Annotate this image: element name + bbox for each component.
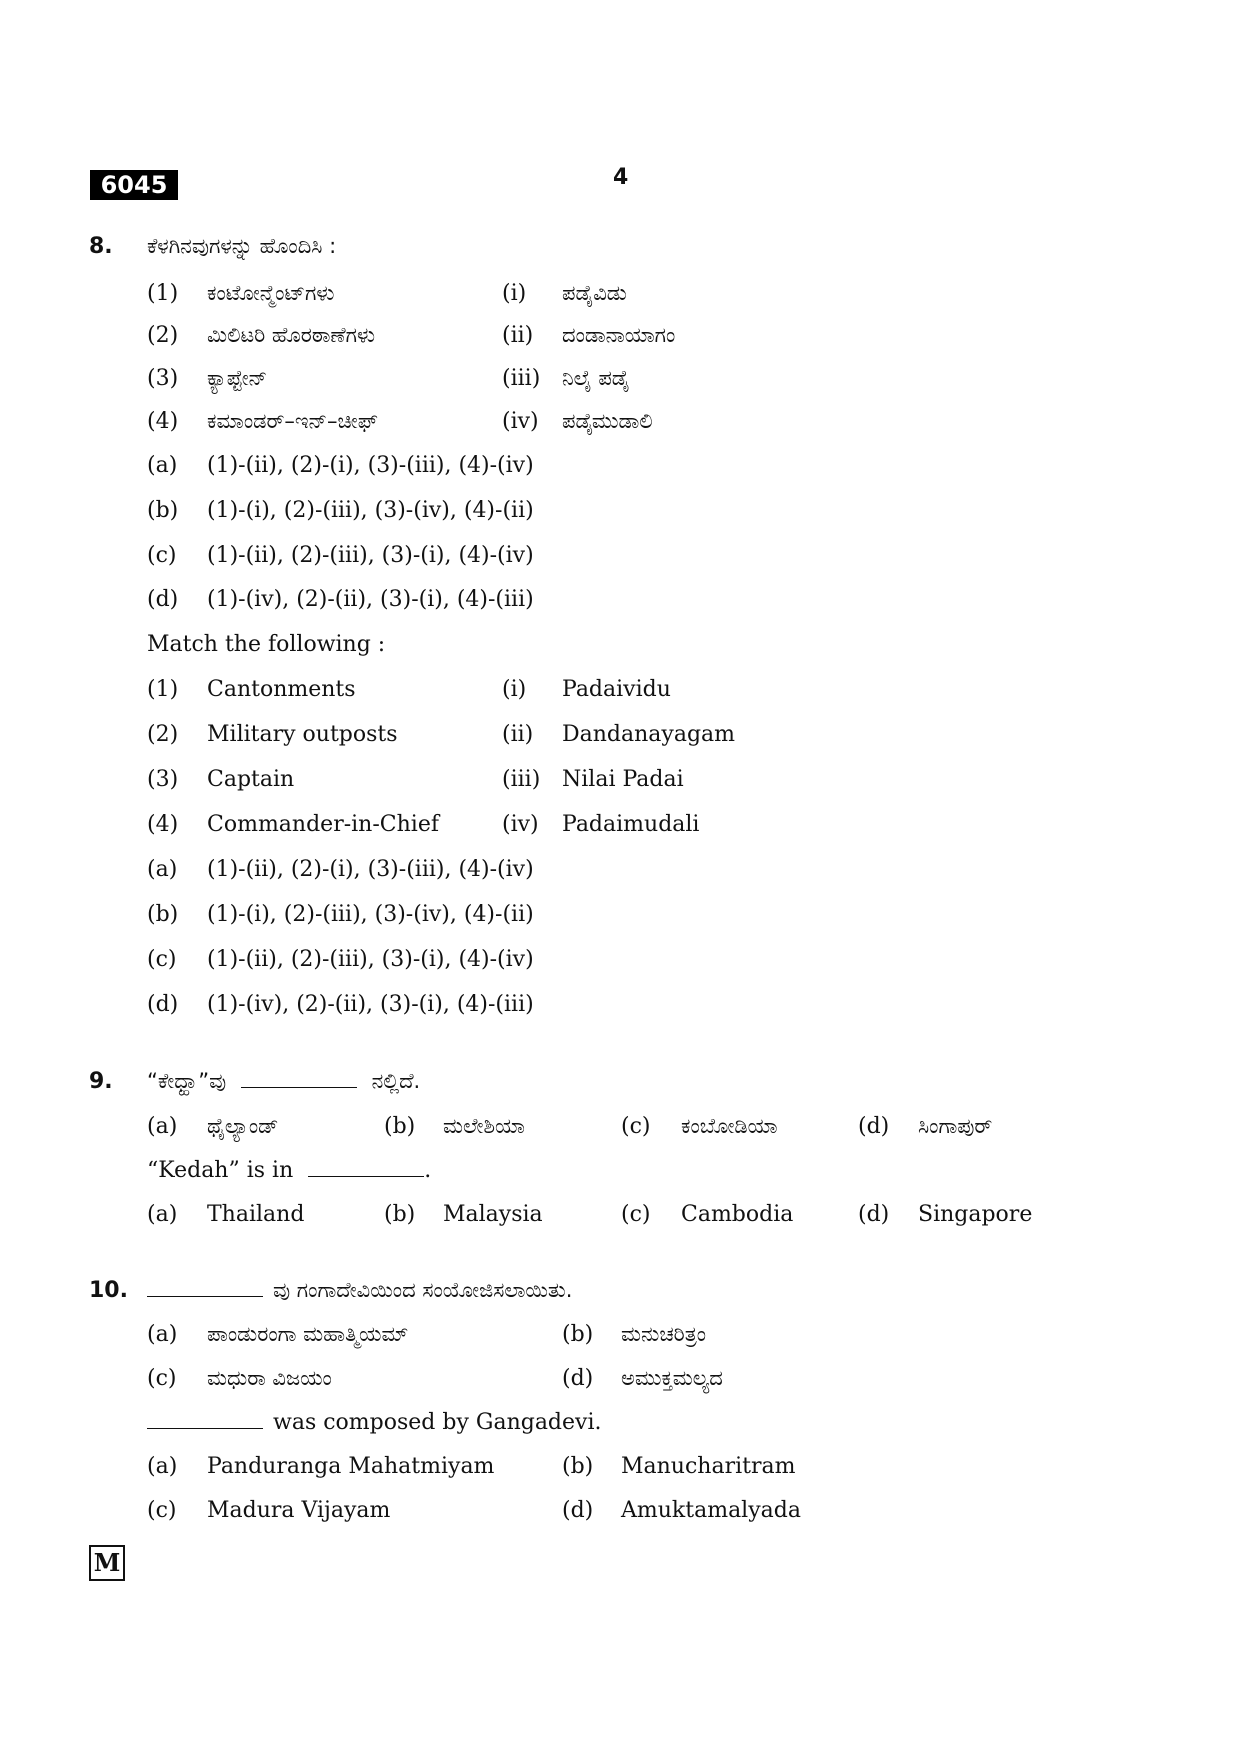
q9-kn-suffix: ನಲ್ಲಿದೆ. [371, 1069, 421, 1093]
kn-pair-3-label: (3) [147, 366, 179, 391]
kn-option-d-label: (d) [147, 587, 179, 612]
en-option-d-text: (1)-(iv), (2)-(ii), (3)-(i), (4)-(iii) [207, 992, 534, 1017]
q10-en-option-a-label: (a) [147, 1454, 178, 1479]
q9-kn-blank [241, 1069, 357, 1088]
q10-kn-option-b-label: (b) [562, 1322, 594, 1347]
kn-pair-2-label: (2) [147, 323, 179, 348]
q9-en-option-c-label: (c) [621, 1202, 651, 1227]
en-pair-4-label: (4) [147, 812, 179, 837]
en-pair-1-roman: (i) [502, 677, 527, 702]
q10-kn-suffix: ವು ಗಂಗಾದೇವಿಯಿಂದ ಸಂಯೋಜಿಸಲಾಯಿತು. [273, 1278, 573, 1302]
en-pair-3-right: Nilai Padai [562, 767, 684, 792]
q9-en-suffix: . [424, 1158, 432, 1183]
en-pair-2-roman: (ii) [502, 722, 534, 747]
kn-pair-2-roman: (ii) [502, 323, 534, 348]
page-number: 4 [613, 165, 629, 190]
kn-pair-3-roman: (iii) [502, 366, 541, 391]
q10-en-option-d-label: (d) [562, 1498, 594, 1523]
q10-en-option-d-text: Amuktamalyada [621, 1498, 801, 1523]
q10-en-suffix: was composed by Gangadevi. [273, 1410, 602, 1435]
en-pair-2-left: Military outposts [207, 722, 398, 747]
en-pair-1-left: Cantonments [207, 677, 356, 702]
q9-kn-option-c-text: ಕಂಬೋಡಿಯಾ [681, 1114, 778, 1138]
q9-en-option-b-text: Malaysia [443, 1202, 543, 1227]
en-option-c-text: (1)-(ii), (2)-(iii), (3)-(i), (4)-(iv) [207, 947, 534, 972]
en-option-c-label: (c) [147, 947, 177, 972]
q9-kn-option-c-label: (c) [621, 1114, 651, 1139]
kn-pair-4-left: ಕಮಾಂಡರ್–ಇನ್–ಚೀಫ್ [207, 409, 378, 433]
en-option-a-text: (1)-(ii), (2)-(i), (3)-(iii), (4)-(iv) [207, 857, 534, 882]
kn-pair-1-roman: (i) [502, 281, 527, 306]
kn-option-a-label: (a) [147, 453, 178, 478]
question-10-number: 10. [89, 1278, 128, 1303]
q9-en-option-d-label: (d) [858, 1202, 890, 1227]
question-8-english-title: Match the following : [147, 632, 386, 657]
question-8-number: 8. [89, 234, 113, 259]
en-pair-3-label: (3) [147, 767, 179, 792]
en-pair-3-left: Captain [207, 767, 295, 792]
q9-kn-option-a-text: ಥೈಲ್ಯಾಂಡ್ [207, 1114, 279, 1138]
en-pair-4-left: Commander-in-Chief [207, 812, 439, 837]
q9-kn-prefix: “ಕೇಧ್ಹಾ”ವು [147, 1069, 227, 1093]
kn-option-b-label: (b) [147, 498, 179, 523]
kn-pair-1-left: ಕಂಟೋನ್ಮೆಂಟ್‌ಗಳು [207, 281, 335, 305]
kn-pair-2-left: ಮಿಲಿಟರಿ ಹೊರಠಾಣೆಗಳು [207, 323, 376, 347]
q10-kn-option-c-label: (c) [147, 1366, 177, 1391]
q10-kn-blank [147, 1278, 263, 1297]
en-pair-1-right: Padaividu [562, 677, 671, 702]
q10-kn-option-c-text: ಮಧುರಾ ವಿಜಯಂ [207, 1366, 332, 1390]
en-option-a-label: (a) [147, 857, 178, 882]
en-option-b-label: (b) [147, 902, 179, 927]
q9-en-prefix: “Kedah” is in [147, 1158, 294, 1183]
footer-mark: M [89, 1545, 125, 1581]
q9-en-option-a-text: Thailand [207, 1202, 305, 1227]
q10-en-blank [147, 1410, 263, 1429]
q10-en-option-a-text: Panduranga Mahatmiyam [207, 1454, 495, 1479]
en-pair-2-right: Dandanayagam [562, 722, 736, 747]
q9-kn-option-b-text: ಮಲೇಶಿಯಾ [443, 1114, 525, 1138]
q9-kn-option-d-label: (d) [858, 1114, 890, 1139]
question-9-number: 9. [89, 1069, 113, 1094]
kn-option-a-text: (1)-(ii), (2)-(i), (3)-(iii), (4)-(iv) [207, 453, 534, 478]
en-option-d-label: (d) [147, 992, 179, 1017]
q10-en-option-b-text: Manucharitram [621, 1454, 796, 1479]
q10-kn-option-a-label: (a) [147, 1322, 178, 1347]
q9-en-option-d-text: Singapore [918, 1202, 1033, 1227]
en-option-b-text: (1)-(i), (2)-(iii), (3)-(iv), (4)-(ii) [207, 902, 534, 927]
kn-pair-3-right: ನಿಲೈ ಪಡೈ [562, 366, 630, 390]
kn-option-c-label: (c) [147, 543, 177, 568]
question-8-kannada-title: ಕೆಳಗಿನವುಗಳನ್ನು ಹೊಂದಿಸಿ : [147, 234, 337, 258]
q10-kn-option-a-text: ಪಾಂಡುರಂಗಾ ಮಹಾತ್ಮಿಯಮ್ [207, 1322, 409, 1346]
kn-pair-2-right: ದಂಡಾನಾಯಾಗಂ [562, 323, 676, 347]
q9-kn-option-d-text: ಸಿಂಗಾಪುರ್ [918, 1114, 993, 1138]
kn-pair-3-left: ಕ್ಯಾಪ್ಟೇನ್ [207, 366, 268, 390]
question-9-kannada-stem [147, 1069, 420, 1094]
q9-en-option-b-label: (b) [384, 1202, 416, 1227]
en-pair-4-roman: (iv) [502, 812, 539, 837]
q9-kn-option-b-label: (b) [384, 1114, 416, 1139]
q10-kn-option-d-text: ಅಮುಕ್ತಮಲ್ಯದ [621, 1366, 723, 1390]
kn-pair-4-label: (4) [147, 409, 179, 434]
q9-en-option-a-label: (a) [147, 1202, 178, 1227]
q9-en-blank [308, 1158, 424, 1177]
en-pair-4-right: Padaimudali [562, 812, 700, 837]
kn-pair-4-right: ಪಡೈಮುಡಾಲಿ [562, 409, 653, 433]
q9-kn-option-a-label: (a) [147, 1114, 178, 1139]
q10-en-option-c-label: (c) [147, 1498, 177, 1523]
kn-option-c-text: (1)-(ii), (2)-(iii), (3)-(i), (4)-(iv) [207, 543, 534, 568]
q10-en-option-c-text: Madura Vijayam [207, 1498, 391, 1523]
q9-en-option-c-text: Cambodia [681, 1202, 794, 1227]
q10-kn-option-d-label: (d) [562, 1366, 594, 1391]
kn-pair-1-label: (1) [147, 281, 179, 306]
q10-kn-option-b-text: ಮನುಚರಿತ್ರಂ [621, 1322, 707, 1346]
en-pair-3-roman: (iii) [502, 767, 541, 792]
kn-pair-4-roman: (iv) [502, 409, 539, 434]
question-10-english-stem [147, 1410, 602, 1435]
question-10-kannada-stem [147, 1278, 572, 1303]
kn-option-b-text: (1)-(i), (2)-(iii), (3)-(iv), (4)-(ii) [207, 498, 534, 523]
paper-code: 6045 [90, 170, 178, 200]
q10-en-option-b-label: (b) [562, 1454, 594, 1479]
en-pair-1-label: (1) [147, 677, 179, 702]
question-9-english-stem [147, 1158, 431, 1183]
en-pair-2-label: (2) [147, 722, 179, 747]
kn-pair-1-right: ಪಡೈವಿಡು [562, 281, 627, 305]
kn-option-d-text: (1)-(iv), (2)-(ii), (3)-(i), (4)-(iii) [207, 587, 534, 612]
